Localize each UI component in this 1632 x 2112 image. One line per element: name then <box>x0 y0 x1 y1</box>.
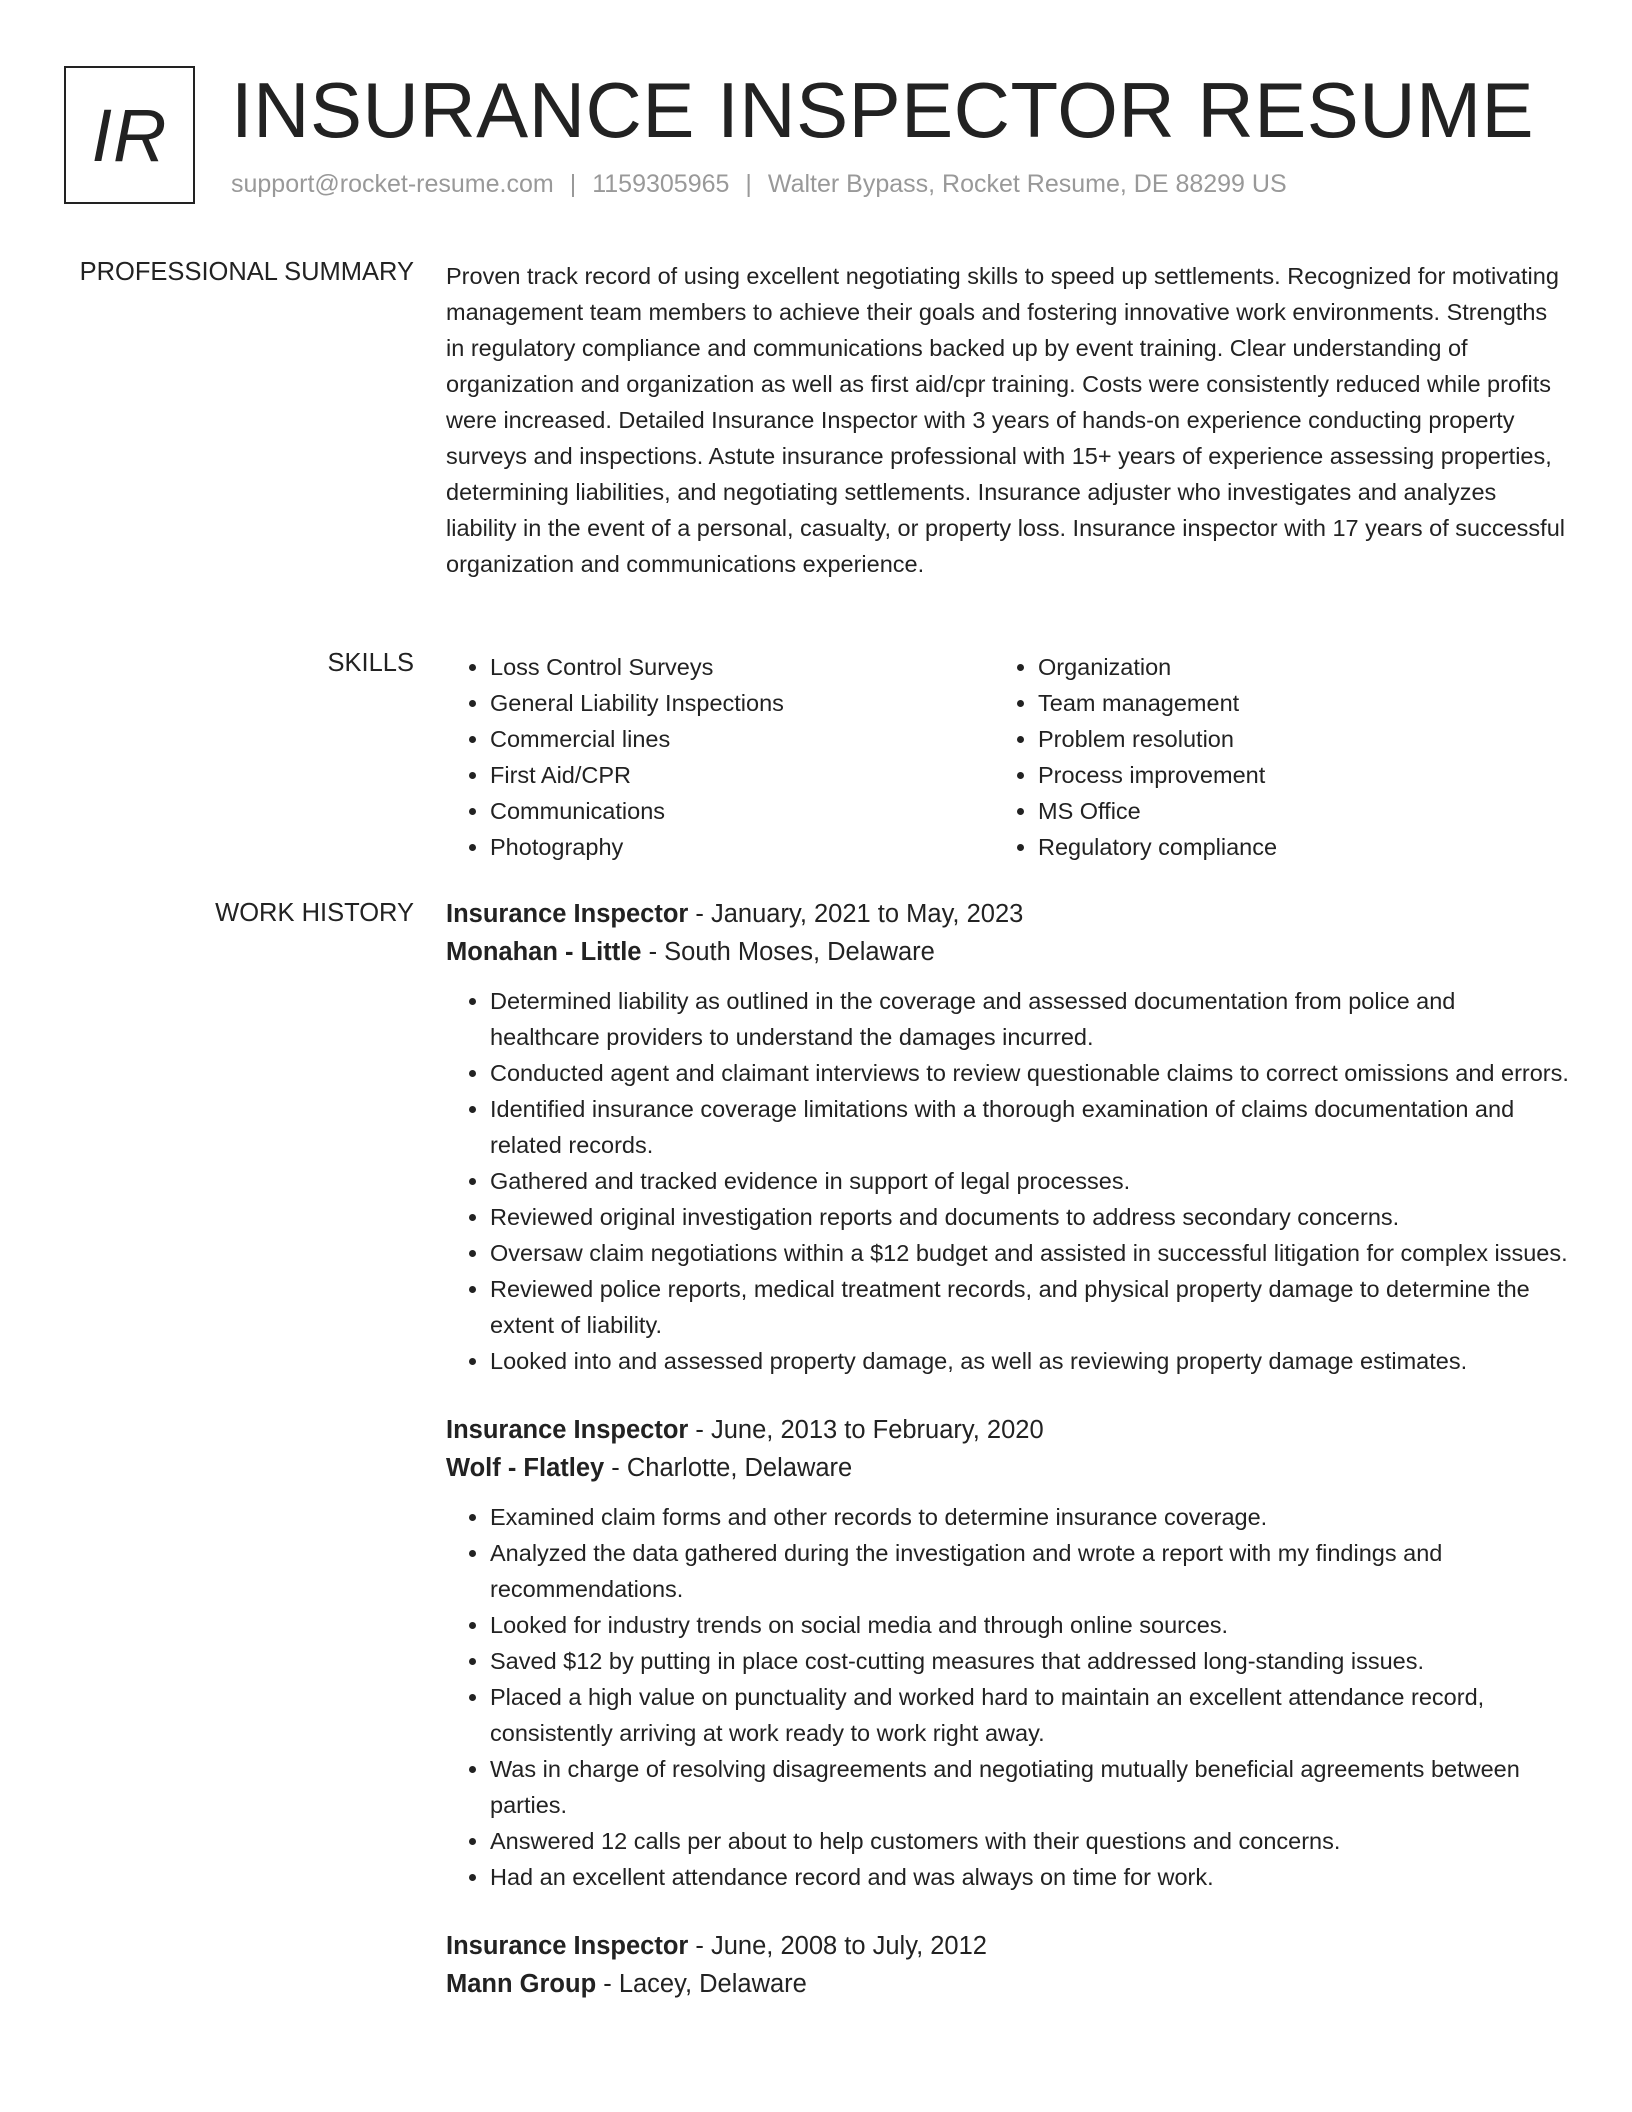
job-bullet: • Looked into and assessed property damage, as well as reviewing property damage estimates. <box>490 1343 1571 1379</box>
skill-item: • Communications <box>490 793 994 829</box>
job-bullet: • Saved $12 by putting in place cost-cutting measures that addressed long-standing issues. <box>490 1643 1571 1679</box>
skill-item: • Loss Control Surveys <box>490 649 994 685</box>
skill-item: • Team management <box>1038 685 1542 721</box>
job-location: - South Moses, Delaware <box>641 938 935 966</box>
resume-title: INSURANCE INSPECTOR RESUME <box>231 66 1535 154</box>
job-company: Monahan - Little <box>446 938 642 966</box>
contact-separator: | <box>569 170 577 198</box>
job-bullet-list <box>446 983 1571 1379</box>
skills-heading: SKILLS <box>327 649 414 677</box>
job-bullet: • Gathered and tracked evidence in support of legal processes. <box>490 1163 1571 1199</box>
monogram-logo: IR <box>64 66 195 204</box>
job-title-line <box>446 895 1571 933</box>
job-company-line <box>446 1449 1571 1487</box>
job-location: - Charlotte, Delaware <box>604 1454 853 1482</box>
skill-item: • Regulatory compliance <box>1038 829 1542 865</box>
job-entry <box>446 1927 1571 2003</box>
summary-text: Proven track record of using excellent negotiating skills to speed up settlements. Recognized for motivating management team members to achieve their goals and fostering innovative work environments. Strengths in regulatory compliance and communications backed up by event training. Clear understanding of organization and organization as well as first aid/cpr training. Costs were consistently reduced while profits were increased. Detailed Insurance Inspector with 3 years of hands-on experience conducting property surveys and inspections. Astute insurance professional with 15+ years of experience assessing properties, determining liabilities, and negotiating settlements. Insurance adjuster who investigates and analyzes liability in the event of a personal, casualty, or property loss. Insurance inspector with 17 years of successful organization and communications experience. <box>446 263 1565 577</box>
skill-item: • General Liability Inspections <box>490 685 994 721</box>
job-position: Insurance Inspector <box>446 1416 689 1444</box>
job-entry <box>446 895 1571 1379</box>
skill-item: • First Aid/CPR <box>490 757 994 793</box>
job-company-line <box>446 933 1571 971</box>
job-bullet: • Analyzed the data gathered during the investigation and wrote a report with my findings and recommendations. <box>490 1535 1571 1607</box>
job-bullet: • Oversaw claim negotiations within a $12 budget and assisted in successful litigation for complex issues. <box>490 1235 1571 1271</box>
job-bullet: • Conducted agent and claimant interviews to review questionable claims to correct omissions and errors. <box>490 1055 1571 1091</box>
job-company: Mann Group <box>446 1970 597 1998</box>
contact-phone: 1159305965 <box>592 170 730 198</box>
job-company: Wolf - Flatley <box>446 1454 605 1482</box>
skills-body <box>446 649 1571 865</box>
job-bullet: • Looked for industry trends on social media and through online sources. <box>490 1607 1571 1643</box>
job-dates: - January, 2021 to May, 2023 <box>688 900 1024 928</box>
skill-item: • Problem resolution <box>1038 721 1542 757</box>
job-bullet: • Examined claim forms and other records to determine insurance coverage. <box>490 1499 1571 1535</box>
job-bullet-list <box>446 1499 1571 1895</box>
job-title-line <box>446 1411 1571 1449</box>
skill-item: • Commercial lines <box>490 721 994 757</box>
skill-item: • Organization <box>1038 649 1542 685</box>
job-company-line <box>446 1965 1571 2003</box>
contact-line <box>231 170 1287 199</box>
summary-heading: PROFESSIONAL SUMMARY <box>79 258 414 286</box>
skills-list-left <box>446 649 994 865</box>
job-dates: - June, 2013 to February, 2020 <box>688 1416 1044 1444</box>
work-history-body <box>446 895 1571 2035</box>
contact-address: Walter Bypass, Rocket Resume, DE 88299 US <box>767 170 1287 198</box>
job-bullet: • Was in charge of resolving disagreements and negotiating mutually beneficial agreements between parties. <box>490 1751 1571 1823</box>
work-history-heading: WORK HISTORY <box>215 899 414 927</box>
job-bullet: • Answered 12 calls per about to help customers with their questions and concerns. <box>490 1823 1571 1859</box>
job-bullet: • Determined liability as outlined in the coverage and assessed documentation from police and healthcare providers to understand the damages incurred. <box>490 983 1571 1055</box>
job-title-line <box>446 1927 1571 1965</box>
skill-item: • Process improvement <box>1038 757 1542 793</box>
contact-email: support@rocket-resume.com <box>231 170 554 198</box>
job-bullet: • Reviewed police reports, medical treatment records, and physical property damage to determine the extent of liability. <box>490 1271 1571 1343</box>
resume-header <box>64 64 1568 214</box>
job-bullet: • Identified insurance coverage limitations with a thorough examination of claims documentation and related records. <box>490 1091 1571 1163</box>
job-location: - Lacey, Delaware <box>596 1970 807 1998</box>
job-dates: - June, 2008 to July, 2012 <box>688 1932 987 1960</box>
skill-item: • Photography <box>490 829 994 865</box>
job-bullet: • Had an excellent attendance record and was always on time for work. <box>490 1859 1571 1895</box>
job-bullet: • Placed a high value on punctuality and worked hard to maintain an excellent attendance record, consistently arriving at work ready to work right away. <box>490 1679 1571 1751</box>
job-bullet: • Reviewed original investigation reports and documents to address secondary concerns. <box>490 1199 1571 1235</box>
skills-list-right <box>994 649 1542 865</box>
contact-separator: | <box>745 170 752 198</box>
summary-body <box>446 258 1571 582</box>
job-position: Insurance Inspector <box>446 900 689 928</box>
skill-item: • MS Office <box>1038 793 1542 829</box>
job-position: Insurance Inspector <box>446 1932 689 1960</box>
job-entry <box>446 1411 1571 1895</box>
